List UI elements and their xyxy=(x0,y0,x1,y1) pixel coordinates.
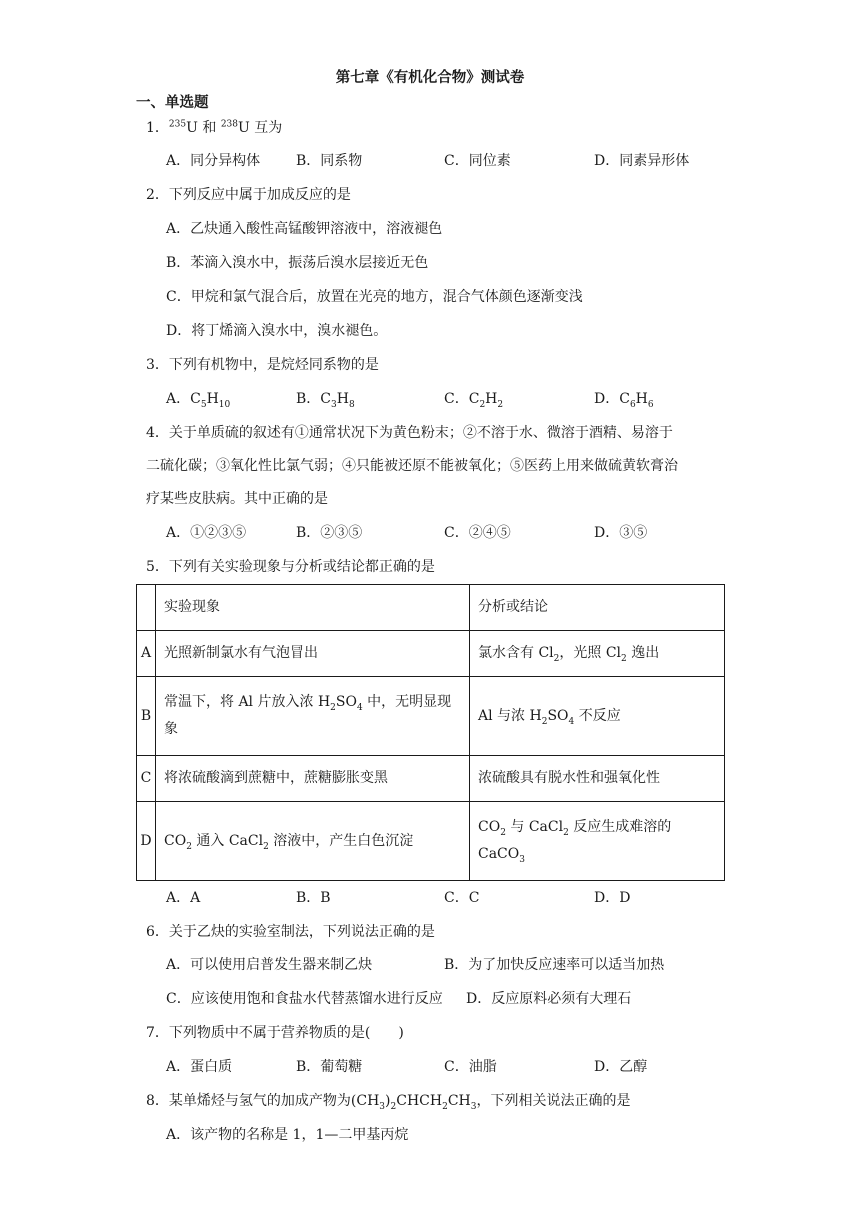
q3-d-text: D．C xyxy=(594,391,630,407)
row-d-conclusion xyxy=(470,802,725,881)
q5-option-b: B．B xyxy=(296,890,331,906)
question-3-stem: 3．下列有机物中，是烷烃同系物的是 xyxy=(146,357,379,373)
q6-option-a: A．可以使用启普发生器来制乙炔 xyxy=(166,957,373,973)
row-b-text-2: SO xyxy=(335,694,357,710)
q3-b-text: B．C xyxy=(296,391,331,407)
row-a-phenomenon: 光照新制氯水有气泡冒出 xyxy=(156,631,470,677)
row-d-concl-text-3: 反应生成难溶的 xyxy=(568,819,672,835)
table-row xyxy=(137,802,725,881)
q8-sub-3: 2 xyxy=(442,1101,448,1112)
row-b-concl-sub-1: 2 xyxy=(541,716,548,727)
q3-b-sub-2: 8 xyxy=(348,399,355,410)
q7-option-d: D．乙醇 xyxy=(594,1059,648,1075)
row-b-concl-text-3: 不反应 xyxy=(574,707,621,724)
table-header-conclusion: 分析或结论 xyxy=(470,585,725,631)
row-d-concl-sub-1: 2 xyxy=(500,827,506,838)
row-b-sub-2: 4 xyxy=(356,702,363,713)
question-6-stem: 6．关于乙炔的实验室制法，下列说法正确的是 xyxy=(146,924,435,940)
row-b-phenomenon xyxy=(156,677,470,756)
row-d-concl-sub-3: 3 xyxy=(519,854,525,865)
q3-option-d xyxy=(594,389,654,409)
q1-number: 1． xyxy=(146,120,169,136)
row-b-concl-sub-2: 4 xyxy=(568,716,575,727)
q8-sub-1: 3 xyxy=(379,1101,386,1112)
row-c-conclusion: 浓硫酸具有脱水性和强氧化性 xyxy=(470,756,725,802)
row-d-sub-1: 2 xyxy=(186,841,192,852)
q3-c-sub-2: 2 xyxy=(497,399,504,410)
question-4-stem-line-1: 4．关于单质硫的叙述有①通常状况下为黄色粉末；②不溶于水、微溶于酒精、易溶于 xyxy=(146,425,673,441)
q3-b-sub-1: 3 xyxy=(331,399,337,410)
question-4-stem-line-3: 疗某些皮肤病。其中正确的是 xyxy=(146,491,328,507)
row-d-sub-2: 2 xyxy=(263,841,269,852)
q8-text-3: CHCH xyxy=(396,1093,443,1109)
table-cell-blank xyxy=(137,585,156,631)
q6-option-c: C．应该使用饱和食盐水代替蒸馏水进行反应 xyxy=(166,991,443,1007)
q8-text-4: CH xyxy=(447,1093,471,1109)
q6-option-d: D．反应原料必须有大理石 xyxy=(466,991,632,1007)
question-7-stem: 7．下列物质中不属于营养物质的是( ) xyxy=(146,1025,404,1041)
q5-option-a: A．A xyxy=(166,890,201,906)
table-row xyxy=(137,756,725,802)
section-heading: 一、单选题 xyxy=(136,94,209,111)
q2-option-d: D．将丁烯滴入溴水中，溴水褪色。 xyxy=(166,323,388,339)
q1-text-2: U 互为 xyxy=(238,120,283,136)
question-5-stem: 5．下列有关实验现象与分析或结论都正确的是 xyxy=(146,559,435,575)
row-d-concl-sub-2: 2 xyxy=(563,827,569,838)
q3-d-sub-1: 6 xyxy=(629,399,636,410)
q2-option-c: C．甲烷和氯气混合后，放置在光亮的地方，混合气体颜色逐渐变浅 xyxy=(166,289,583,305)
table-header-row xyxy=(137,585,725,631)
row-b-conclusion xyxy=(470,677,725,756)
q3-option-b xyxy=(296,389,355,409)
row-a-sub-2: 2 xyxy=(621,653,627,664)
q3-d-sub-2: 6 xyxy=(647,399,654,410)
row-b-sub-1: 2 xyxy=(330,702,336,713)
row-key: B xyxy=(137,677,156,756)
row-key: C xyxy=(137,756,156,802)
q6-option-b: B．为了加快反应速率可以适当加热 xyxy=(444,957,665,973)
row-b-text-4: 象 xyxy=(164,721,178,737)
q8-option-a: A．该产物的名称是 1，1—二甲基丙烷 xyxy=(166,1127,409,1143)
page-title: 第七章《有机化合物》测试卷 xyxy=(335,69,525,86)
row-d-concl-text-2: 与 CaCl xyxy=(505,819,564,835)
q1-option-b: B．同系物 xyxy=(296,153,363,169)
row-d-text-3: 溶液中，产生白色沉淀 xyxy=(268,832,414,849)
row-d-text-1: CO xyxy=(164,832,187,849)
question-4-stem-line-2: 二硫化碳；③氧化性比氯气弱；④只能被还原不能被氧化；⑤医药上用来做硫黄软膏治 xyxy=(146,458,678,474)
row-a-text-2: ，光照 Cl xyxy=(559,645,622,661)
experiment-table xyxy=(136,584,725,881)
q5-option-d: D．D xyxy=(594,890,631,906)
q3-a-text-2: H xyxy=(206,391,219,407)
row-d-phenomenon xyxy=(156,802,470,881)
q7-option-b: B．葡萄糖 xyxy=(296,1059,363,1075)
q3-b-text-2: H xyxy=(336,391,349,407)
q1-mass-number-2: 238 xyxy=(220,119,238,130)
q8-text-1: 8．某单烯烃与氢气的加成产物为(CH xyxy=(146,1093,380,1109)
row-d-text-2: 通入 CaCl xyxy=(191,832,264,849)
q3-d-text-2: H xyxy=(635,391,648,407)
question-8-stem xyxy=(146,1091,630,1111)
q7-option-c: C．油脂 xyxy=(444,1059,497,1075)
row-a-sub-1: 2 xyxy=(553,653,560,664)
q7-option-a: A．蛋白质 xyxy=(166,1059,233,1075)
q1-option-a: A．同分异构体 xyxy=(166,153,261,169)
row-b-concl-text-1: Al 与浓 H xyxy=(478,707,542,724)
q8-text-2: ) xyxy=(385,1093,391,1109)
q3-a-sub-1: 5 xyxy=(200,399,207,410)
q1-text-1: U 和 xyxy=(186,120,221,136)
row-c-phenomenon: 将浓硫酸滴到蔗糖中，蔗糖膨胀变黑 xyxy=(156,756,470,802)
q2-option-a: A．乙炔通入酸性高锰酸钾溶液中，溶液褪色 xyxy=(166,221,443,237)
row-d-concl-text-4: CaCO xyxy=(478,846,520,862)
q5-option-c: C．C xyxy=(444,890,480,906)
q3-option-a xyxy=(166,389,230,409)
q1-option-c: C．同位素 xyxy=(444,153,511,169)
q3-c-text: C．C xyxy=(444,391,480,407)
q3-c-text-2: H xyxy=(485,391,498,407)
q3-c-sub-1: 2 xyxy=(479,399,486,410)
q8-text-5: ，下列相关说法正确的是 xyxy=(476,1093,631,1109)
row-a-text-3: 逸出 xyxy=(626,645,660,661)
row-key: A xyxy=(137,631,156,677)
q3-a-text: A．C xyxy=(166,391,201,407)
row-a-conclusion xyxy=(470,631,725,677)
q2-option-b: B．苯滴入溴水中，振荡后溴水层接近无色 xyxy=(166,255,429,271)
q4-option-b: B．②③⑤ xyxy=(296,525,363,541)
q8-sub-4: 3 xyxy=(470,1101,477,1112)
q4-option-d: D．③⑤ xyxy=(594,525,648,541)
question-1-stem xyxy=(146,118,282,138)
q3-a-sub-2: 10 xyxy=(218,399,231,410)
q1-option-d: D．同素异形体 xyxy=(594,153,690,169)
question-2-stem: 2．下列反应中属于加成反应的是 xyxy=(146,187,351,203)
row-b-text-3: 中，无明显现 xyxy=(362,694,452,710)
row-key: D xyxy=(137,802,156,881)
q8-sub-2: 2 xyxy=(390,1101,397,1112)
q4-option-c: C．②④⑤ xyxy=(444,525,511,541)
row-b-concl-text-2: SO xyxy=(547,707,569,724)
table-header-phenomenon: 实验现象 xyxy=(156,585,470,631)
row-b-text-1: 常温下，将 Al 片放入浓 H xyxy=(164,694,331,710)
row-d-concl-text-1: CO xyxy=(478,819,501,835)
row-a-text-1: 氯水含有 Cl xyxy=(478,645,554,661)
q4-option-a: A．①②③⑤ xyxy=(166,525,247,541)
q1-mass-number-1: 235 xyxy=(168,119,187,130)
q3-option-c xyxy=(444,389,503,409)
table-row xyxy=(137,631,725,677)
table-row xyxy=(137,677,725,756)
